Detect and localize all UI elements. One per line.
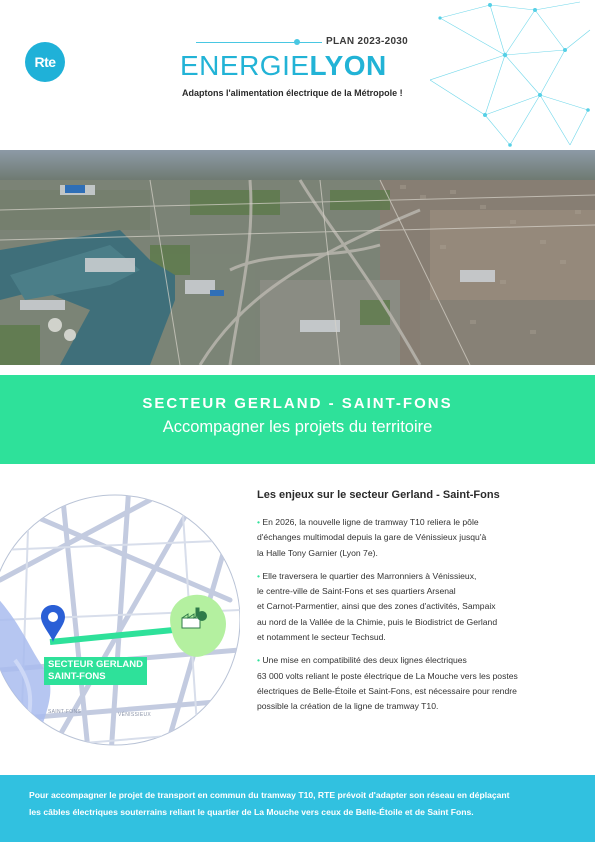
bullet-3-line-3: électriques de Belle-Étoile et Saint-Fons, est nécessaire pour rendre [257,685,517,696]
bullet-3-line-2: 63 000 volts reliant le poste électrique de La Mouche vers les postes [257,670,518,681]
bullet-2-line-5: et notamment le secteur Techsud. [257,632,386,643]
map-label-line1: SECTEUR GERLAND [48,659,144,670]
bullet-1-line-3: la Halle Tony Garnier (Lyon 7e). [257,547,378,558]
bullet-2-line-3: et Carnot-Parmentier, ainsi que des zones d'activités, Sampaix [257,601,496,612]
sector-map-label [44,657,147,685]
bullet-icon: • [257,570,261,581]
map-label-line2: SAINT-FONS [48,671,106,682]
footer-line-2: les câbles électriques souterrains reliant le quartier de La Mouche vers ceux de Belle-Étoile et de Saint Fons. [29,807,474,817]
plan-divider [196,42,322,43]
rte-logo-text: Rte [34,54,56,70]
bullet-3-line-1: Une mise en compatibilité des deux lignes électriques [262,655,467,666]
plan-dot [294,39,300,45]
banner-subtitle: Accompagner les projets du territoire [162,418,433,436]
bullet-2-line-4: au nord de la Vallée de la Chimie, puis le Biodistrict de Gerland [257,616,498,627]
bullet-icon: • [257,517,261,527]
sector-map [0,470,240,770]
map-place-venissieux: VÉNISSIEUX [118,712,152,718]
network-decoration-icon [430,0,595,150]
map-illustration [0,470,240,770]
bullet-1-line-2: d'échanges multimodal depuis la gare de Vénissieux jusqu'à [257,532,487,543]
bullet-icon: • [257,655,261,666]
aerial-photo [0,150,595,365]
aerial-photo-illustration [0,150,595,365]
bullet-2-line-1: Elle traversera le quartier des Marronniers à Vénissieux, [262,570,477,581]
bullet-2 [257,569,577,645]
footer-banner [0,775,595,842]
content-column [257,489,577,723]
bullet-2-line-2: le centre-ville de Saint-Fons et ses quartiers Arsenal [257,586,456,597]
bullet-1-line-1: En 2026, la nouvelle ligne de tramway T10 reliera le pôle [262,517,479,527]
footer-line-1: Pour accompagner le projet de transport en commun du tramway T10, RTE prévoit d'adapter son réseau en déplaçant [29,790,510,800]
brand-title [180,50,387,82]
footer-text [29,787,574,821]
bullet-3 [257,653,577,714]
content-title: Les enjeux sur le secteur Gerland - Saint-Fons [257,489,500,501]
bullet-1 [257,515,577,561]
banner-title: SECTEUR GERLAND - SAINT-FONS [142,395,453,412]
brand-part-energie: ENERGIE [180,50,310,81]
header [0,0,595,150]
brand-part-lyon: LYON [309,50,387,81]
map-place-saint-fons: SAINT-FONS [48,709,82,715]
section-banner [0,375,595,464]
bullet-3-line-4: possible la création de la ligne de tramway T10. [257,701,439,712]
plan-label: PLAN 2023-2030 [326,36,409,47]
tagline: Adaptons l'alimentation électrique de la Métropole ! [182,88,403,98]
rte-logo [25,42,65,82]
